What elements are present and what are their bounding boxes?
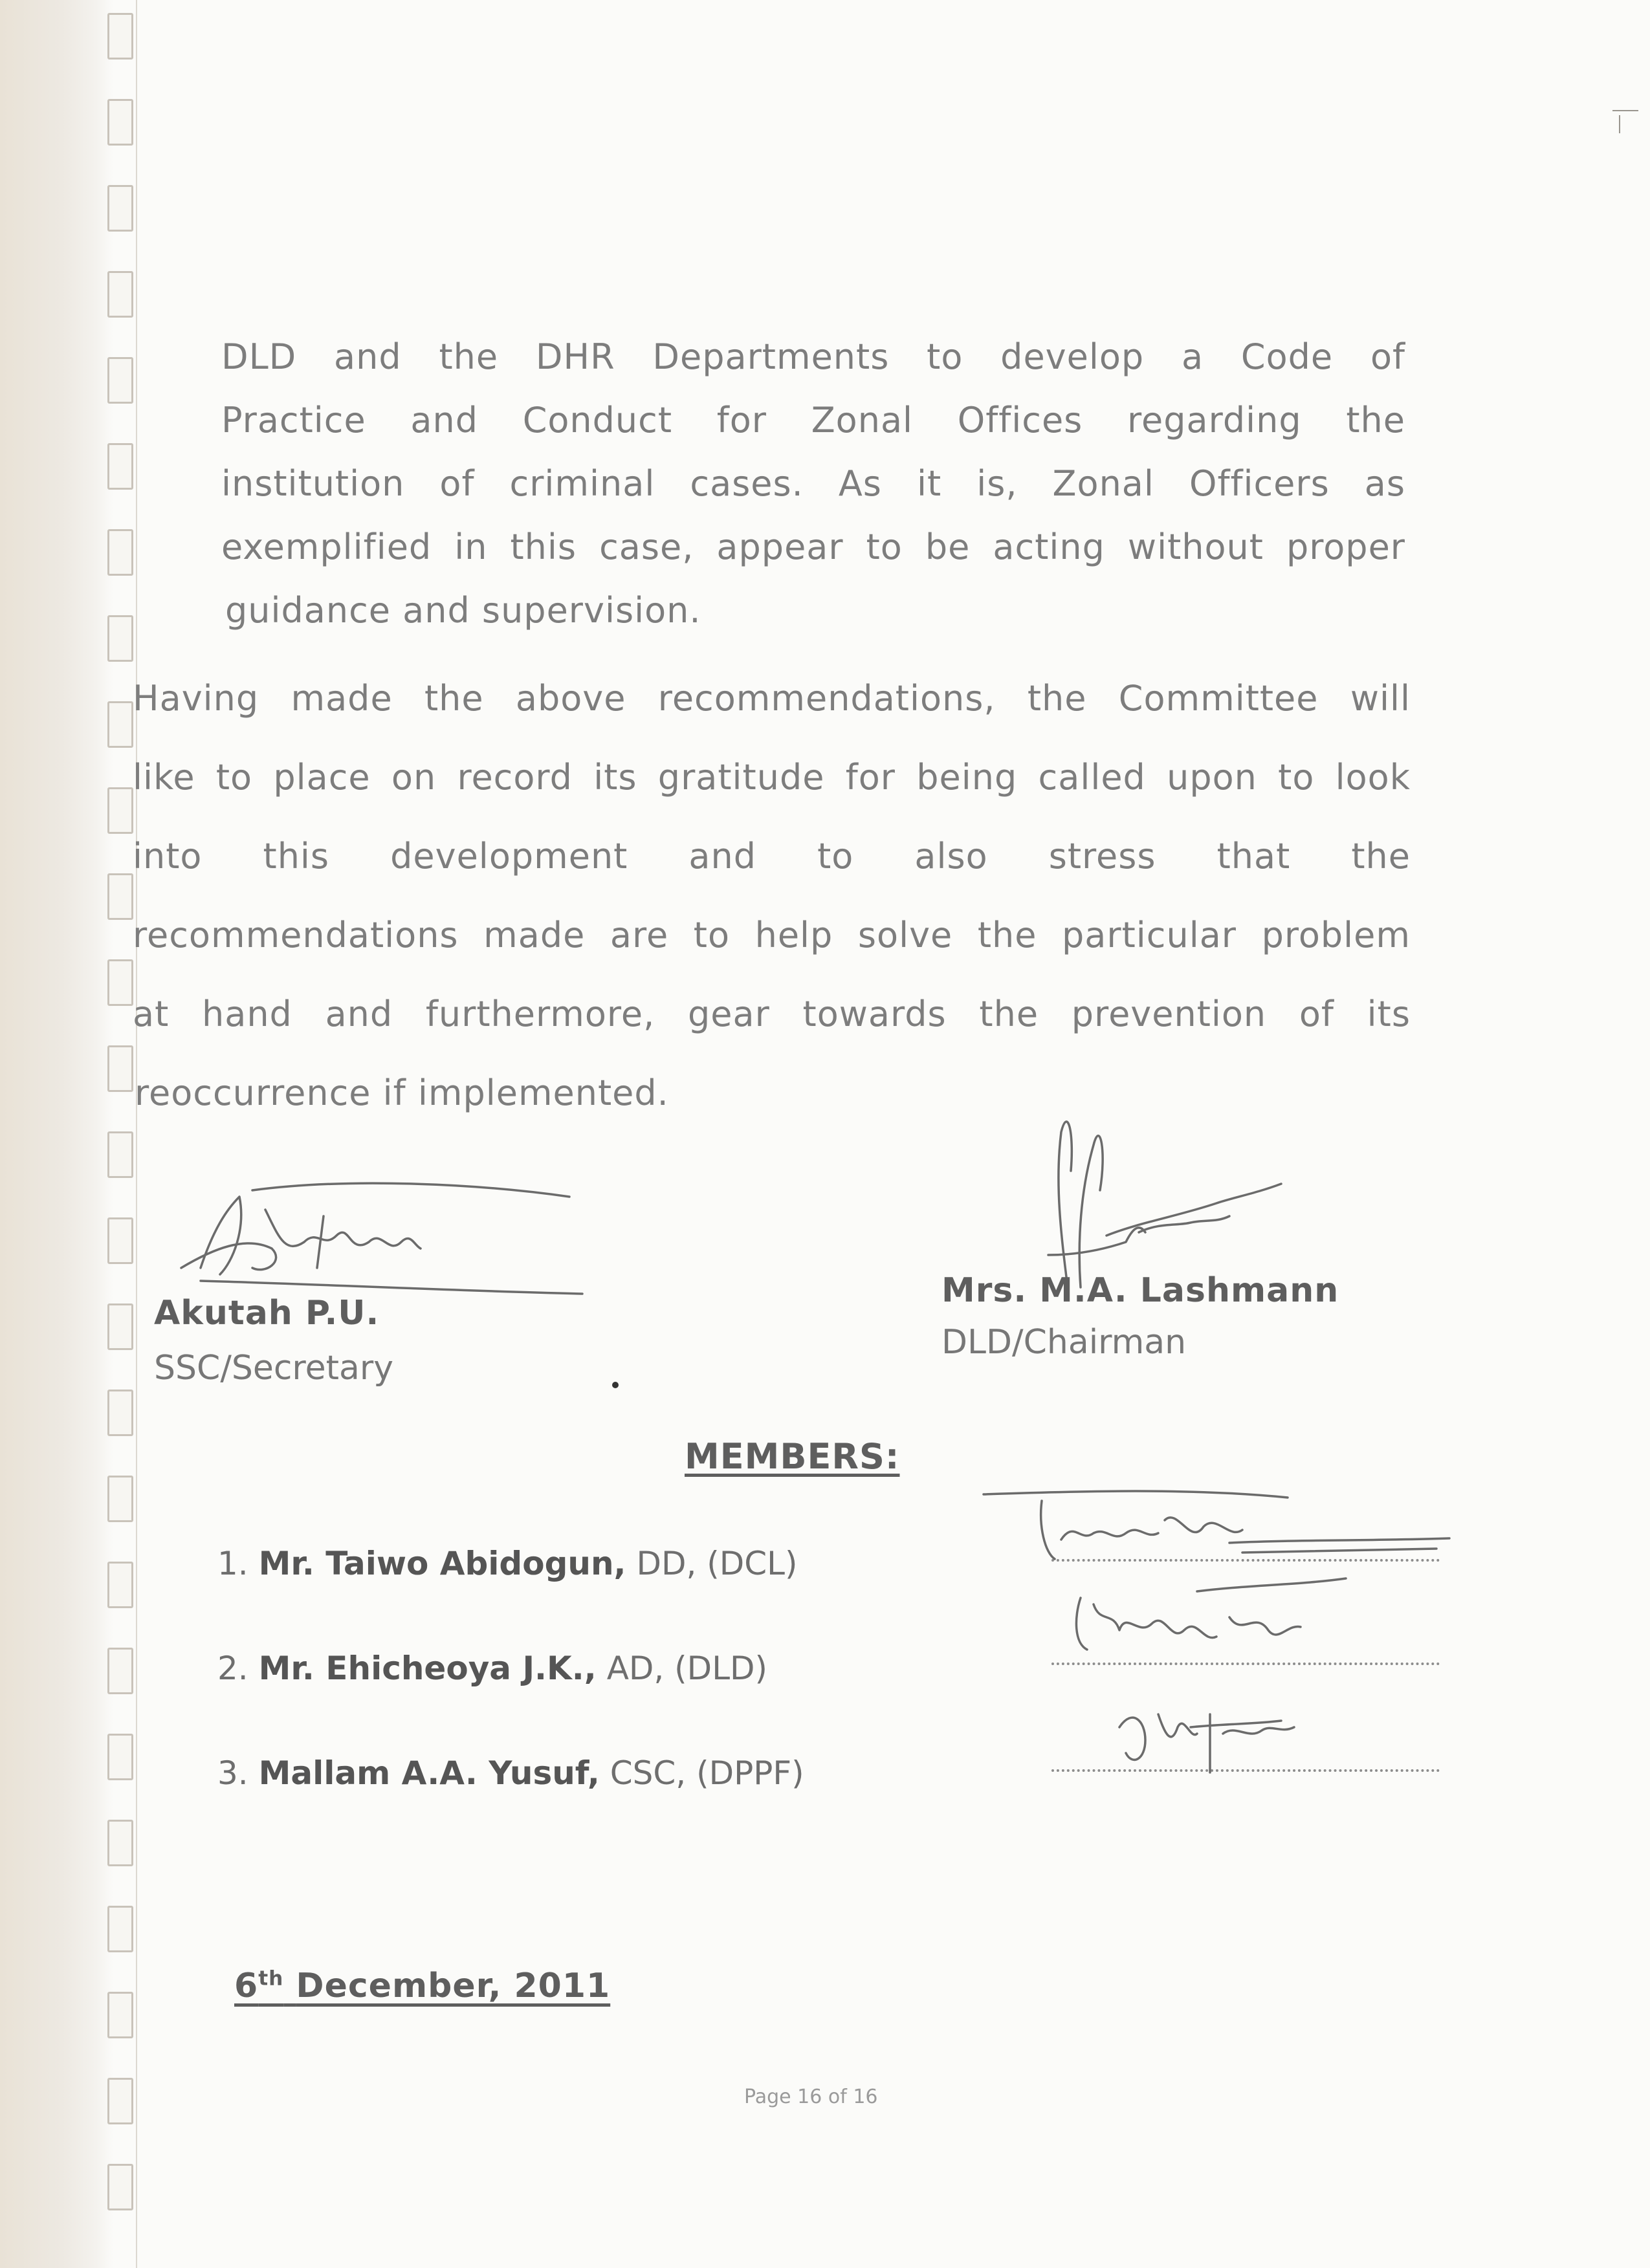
chairman-name: Mrs. M.A. Lashmann [941,1271,1339,1310]
binding-hole [107,1131,133,1178]
member-name: Mr. Taiwo Abidogun, [258,1545,626,1582]
binding-hole [107,185,133,232]
binding-hole [107,1906,133,1952]
binding-hole [107,1476,133,1522]
paragraph-1-line: Practice and Conduct for Zonal Offices regarding the [221,400,1405,441]
binding-hole [107,1734,133,1780]
binding-hole [107,701,133,748]
page-edge-mark [1612,110,1638,111]
binding-hole [107,529,133,576]
page-edge-mark-vertical [1619,115,1620,133]
binding-hole [107,1303,133,1350]
member-row [217,1545,798,1582]
member-number: 3. [217,1754,248,1792]
member-1-signature [984,1481,1462,1585]
paragraph-1-line: DLD and the DHR Departments to develop a Code of [221,336,1405,377]
paragraph-1-line: exemplified in this case, appear to be acting without proper [221,527,1405,567]
binding-hole [107,271,133,318]
binding-hole [107,873,133,920]
member-number: 1. [217,1545,248,1582]
binding-hole [107,1390,133,1436]
binding-hole [107,1562,133,1608]
binding-hole [107,1045,133,1092]
member-name: Mr. Ehicheoya J.K., [258,1650,597,1687]
binding-hole [107,13,133,60]
binding-hole [107,615,133,662]
paragraph-2-line: at hand and furthermore, gear towards the prevention of its [133,994,1411,1034]
member-details: AD, (DLD) [606,1650,768,1687]
binding-hole [107,787,133,834]
chairman-role: DLD/Chairman [941,1323,1187,1362]
member-3-signature [1106,1688,1378,1779]
ink-speck [612,1382,619,1388]
page-number: Page 16 of 16 [744,2086,878,2108]
secretary-role: SSC/Secretary [154,1349,394,1388]
secretary-name: Akutah P.U. [154,1294,380,1333]
binding-strip [0,0,113,2268]
member-2-signature [1055,1572,1417,1675]
paragraph-2-line: Having made the above recommendations, the Committee will [133,678,1411,719]
binding-hole [107,1992,133,2038]
binding-hole [107,2078,133,2124]
binding-hole [107,2164,133,2210]
paragraph-1-line: guidance and supervision. [225,590,701,631]
binding-hole [107,959,133,1006]
document-date [234,1967,610,2005]
member-number: 2. [217,1650,248,1687]
binding-hole [107,443,133,490]
paragraph-2-line: into this development and to also stress that the [133,836,1411,877]
paragraph-2-line: recommendations made are to help solve the particular problem [133,915,1411,955]
date-day: 6 [234,1967,259,2005]
binding-hole [107,1217,133,1264]
date-rest: December, 2011 [296,1967,611,2005]
member-details: DD, (DCL) [636,1545,798,1582]
binding-hole [107,1820,133,1866]
member-row [217,1650,767,1687]
binding-edge-line [136,0,137,2268]
date-suffix: th [258,1967,284,1990]
member-details: CSC, (DPPF) [610,1754,804,1792]
secretary-signature [155,1171,608,1300]
binding-hole [107,99,133,146]
binding-hole [107,357,133,404]
members-heading: MEMBERS: [685,1436,900,1477]
binding-hole [107,1648,133,1694]
paragraph-2-line: like to place on record its gratitude for being called upon to look [133,757,1411,798]
paragraph-2-line: reoccurrence if implemented. [135,1073,669,1113]
paragraph-1-line: institution of criminal cases. As it is, Zonal Officers as [221,463,1405,504]
member-name: Mallam A.A. Yusuf, [258,1754,600,1792]
member-row [217,1754,804,1792]
